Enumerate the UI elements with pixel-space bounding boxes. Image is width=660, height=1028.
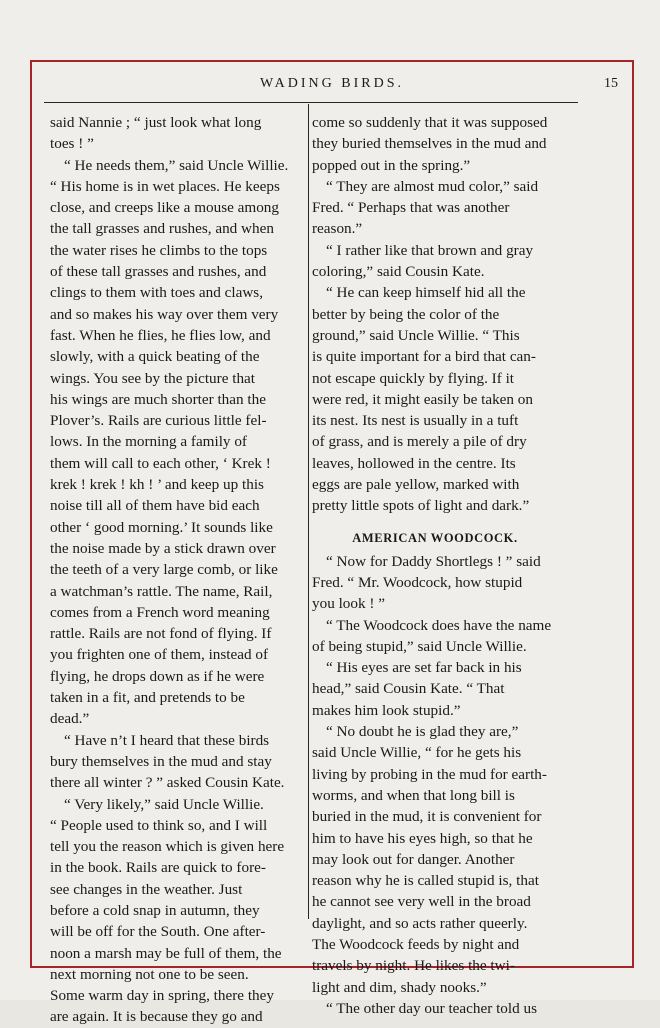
text-line: reason why he is called stupid is, that [312, 872, 539, 890]
text-line: “ Very likely,” said Uncle Willie. [64, 795, 264, 813]
text-line: noon a marsh may be full of them, the [50, 944, 282, 962]
left-column [50, 112, 302, 1028]
text-line: head,” said Cousin Kate. “ That [312, 680, 505, 698]
right-column [312, 112, 558, 1019]
text-line: leaves, hollowed in the centre. Its [312, 454, 516, 472]
text-line: taken in a fit, and pretends to be [50, 689, 245, 707]
text-line: living by probing in the mud for earth- [312, 765, 547, 783]
text-line: travels by night. He likes the twi- [312, 957, 515, 975]
text-line: flying, he drops down as if he were [50, 667, 265, 685]
text-line: there all winter ? ” asked Cousin Kate. [50, 774, 285, 792]
text-line: you look ! ” [312, 595, 385, 613]
text-line: next morning not one to be seen. [50, 965, 249, 983]
header-rule [44, 102, 578, 103]
text-line: tell you the reason which is given here [50, 838, 285, 856]
text-line: coloring,” said Cousin Kate. [312, 263, 485, 281]
text-line: they buried themselves in the mud and [312, 135, 547, 153]
text-line: “ He needs them,” said Uncle Willie. [64, 156, 289, 174]
text-line: popped out in the spring.” [312, 156, 471, 174]
text-line: “ He can keep himself hid all the [326, 284, 526, 302]
text-line: bury themselves in the mud and stay [50, 752, 272, 770]
text-line: “ His eyes are set far back in his [326, 659, 522, 677]
text-line: wings. You see by the picture that [50, 369, 256, 387]
text-line: them will call to each other, ‘ Krek ! [50, 454, 271, 472]
text-line: Plover’s. Rails are curious little fel- [50, 412, 267, 430]
text-line: makes him look stupid.” [312, 701, 461, 719]
text-line: “ His home is in wet places. He keeps [50, 177, 280, 195]
text-line: a watchman’s rattle. The name, Rail, [50, 582, 273, 600]
text-line: “ Now for Daddy Shortlegs ! ” said [326, 552, 541, 570]
text-line: said Uncle Willie, “ for he gets his [312, 744, 522, 762]
text-line: said Nannie ; “ just look what long [50, 114, 262, 131]
running-head [32, 70, 632, 100]
text-line: “ The Woodcock does have the name [326, 616, 552, 634]
right-column-top [312, 112, 558, 517]
text-line: reason.” [312, 220, 363, 238]
text-line: “ People used to think so, and I will [50, 816, 268, 834]
text-line: the noise made by a stick drawn over [50, 539, 276, 557]
text-line: its nest. Its nest is usually in a tuft [312, 412, 519, 430]
text-line: krek ! krek ! kh ! ’ and keep up this [50, 476, 264, 494]
text-line: may look out for danger. Another [312, 850, 515, 868]
text-line: not escape quickly by flying. If it [312, 369, 515, 387]
text-line: Some warm day in spring, there they [50, 987, 274, 1005]
text-line: his wings are much shorter than the [50, 390, 266, 408]
text-line: you frighten one of them, instead of [50, 646, 269, 664]
text-line: lows. In the morning a family of [50, 433, 247, 451]
text-line: buried in the mud, it is convenient for [312, 808, 542, 826]
text-line: light and dim, shady nooks.” [312, 978, 487, 996]
text-line: close, and creeps like a mouse among [50, 199, 279, 217]
text-line: will be off for the South. One after- [50, 923, 266, 941]
text-line: the water rises he climbs to the tops [50, 241, 268, 259]
text-line: before a cold snap in autumn, they [50, 901, 260, 919]
text-line: slowly, with a quick beating of the [50, 348, 260, 366]
text-line: worms, and when that long bill is [312, 786, 515, 804]
right-column-bottom [312, 551, 558, 1020]
text-line: daylight, and so acts rather queerly. [312, 914, 528, 932]
text-line: he cannot see very well in the broad [312, 893, 531, 911]
column-divider [308, 104, 309, 919]
text-line: come so suddenly that it was supposed [312, 114, 548, 131]
text-line: of grass, and is merely a pile of dry [312, 433, 527, 451]
text-line: him to have his eyes high, so that he [312, 829, 533, 847]
text-line: were red, it might easily be taken on [312, 390, 533, 408]
text-line: “ They are almost mud color,” said [326, 177, 539, 195]
text-line: better by being the color of the [312, 305, 500, 323]
text-line: noise till all of them have bid each [50, 497, 260, 515]
section-heading: AMERICAN WOODCOCK. [352, 530, 518, 545]
text-line: rattle. Rails are not fond of flying. If [50, 625, 272, 643]
text-line: “ The other day our teacher told us [326, 999, 538, 1017]
text-line: eggs are pale yellow, marked with [312, 476, 520, 494]
running-title: WADING BIRDS. [260, 76, 404, 91]
text-line: is quite important for a bird that can- [312, 348, 536, 366]
text-line: ground,” said Uncle Willie. “ This [312, 326, 520, 344]
text-line: in the book. Rails are quick to fore- [50, 859, 266, 877]
text-line: of these tall grasses and rushes, and [50, 263, 267, 281]
text-line: “ Have n’t I heard that these birds [64, 731, 270, 749]
text-line: dead.” [50, 710, 90, 728]
text-line: the teeth of a very large comb, or like [50, 561, 278, 579]
text-line: Fred. “ Perhaps that was another [312, 199, 510, 217]
text-line: The Woodcock feeds by night and [312, 935, 520, 953]
text-line: pretty little spots of light and dark.” [312, 497, 530, 515]
page-number: 15 [604, 76, 618, 91]
text-line: and so makes his way over them very [50, 305, 279, 323]
text-line: the tall grasses and rushes, and when [50, 220, 274, 238]
text-line: other ‘ good morning.’ It sounds like [50, 518, 273, 536]
text-line: of being stupid,” said Uncle Willie. [312, 637, 527, 655]
text-line: “ No doubt he is glad they are,” [326, 723, 519, 741]
text-line: toes ! ” [50, 135, 94, 153]
text-line: “ I rather like that brown and gray [326, 241, 534, 259]
text-line: fast. When he flies, he flies low, and [50, 326, 271, 344]
text-line: are again. It is because they go and [50, 1008, 263, 1026]
text-line: see changes in the weather. Just [50, 880, 243, 898]
text-line: Fred. “ Mr. Woodcock, how stupid [312, 573, 523, 591]
text-line: clings to them with toes and claws, [50, 284, 264, 302]
text-line: comes from a French word meaning [50, 603, 270, 621]
